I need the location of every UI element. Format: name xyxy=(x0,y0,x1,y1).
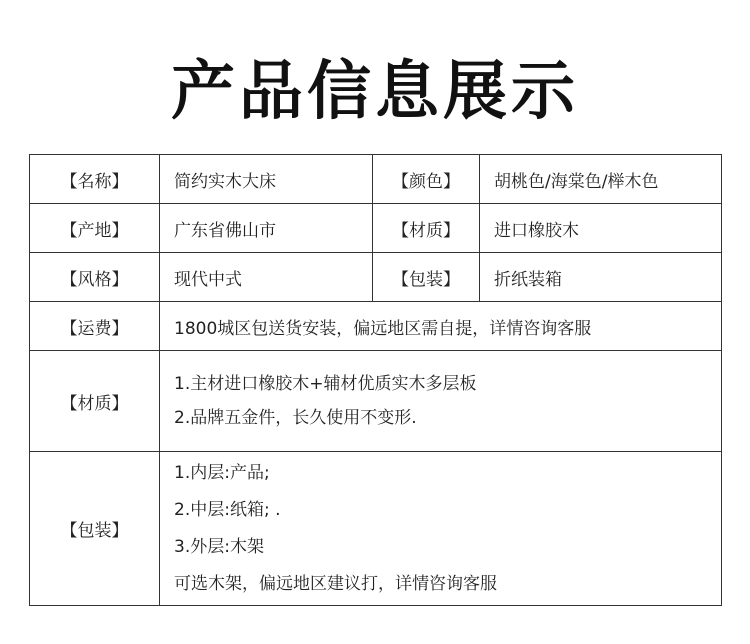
color-value: 胡桃色/海棠色/榉木色 xyxy=(480,155,722,204)
origin-value: 广东省佛山市 xyxy=(160,204,373,253)
name-value: 简约实木大床 xyxy=(160,155,373,204)
material-short-value: 进口橡胶木 xyxy=(480,204,722,253)
table-row xyxy=(30,204,722,253)
packaging-line: 可选木架，偏远地区建议打，详情咨询客服 xyxy=(174,573,497,594)
page-title: 产品信息展示 xyxy=(171,54,579,129)
material-short-label: 【材质】 xyxy=(373,204,480,253)
packing-short-value: 折纸装箱 xyxy=(480,253,722,302)
material-line: 2.品牌五金件，长久使用不变形. xyxy=(174,408,417,428)
material-line: 1.主材进口橡胶木+辅材优质实木多层板 xyxy=(174,374,477,394)
packaging-line: 1.内层:产品; xyxy=(174,462,270,483)
packing-short-label: 【包装】 xyxy=(373,253,480,302)
shipping-value: 1800城区包送货安装，偏远地区需自提，详情咨询客服 xyxy=(160,302,722,351)
table-row xyxy=(30,302,722,351)
table-row xyxy=(30,452,722,606)
product-info-table xyxy=(29,154,722,606)
packaging-details xyxy=(160,452,722,606)
packaging-label: 【包装】 xyxy=(30,452,160,606)
material-label: 【材质】 xyxy=(30,351,160,452)
table-row xyxy=(30,351,722,452)
packaging-line: 3.外层:木架 xyxy=(174,536,264,557)
shipping-label: 【运费】 xyxy=(30,302,160,351)
material-details xyxy=(160,351,722,452)
color-label: 【颜色】 xyxy=(373,155,480,204)
style-label: 【风格】 xyxy=(30,253,160,302)
table-row xyxy=(30,155,722,204)
style-value: 现代中式 xyxy=(160,253,373,302)
origin-label: 【产地】 xyxy=(30,204,160,253)
table-row xyxy=(30,253,722,302)
packaging-line: 2.中层:纸箱; . xyxy=(174,499,281,520)
name-label: 【名称】 xyxy=(30,155,160,204)
